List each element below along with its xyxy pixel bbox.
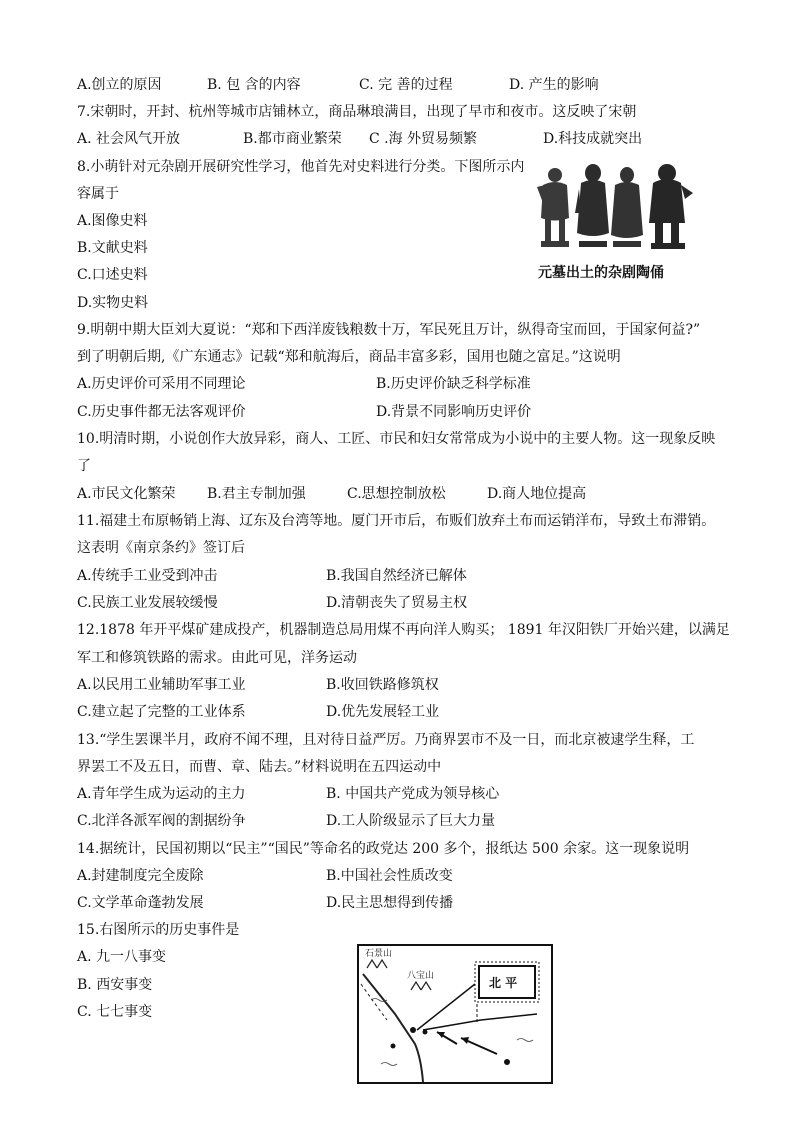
q13-stem-line2: 界罢工不及五日，而曹、章、陆去。”材料说明在五四运动中	[77, 759, 442, 775]
map-label-babaoshan: 八宝山	[407, 971, 435, 981]
q15-stem: 15.右图所示的历史事件是	[77, 922, 240, 938]
q9-option-a: A.历史评价可采用不同理论	[77, 376, 246, 392]
q14-option-d: D.民主思想得到传播	[326, 895, 454, 911]
q9-stem-line1: 9.明朝中期大臣刘大夏说：“郑和下西洋废钱粮数十万，军民死且万计，纵得奇宝而回，于国家何益?”	[77, 322, 701, 338]
q8-option-d: D.实物史料	[77, 295, 149, 311]
q10-option-c: C.思想控制放松	[347, 486, 446, 502]
q8-stem-line1: 8.小萌针对元杂剧开展研究性学习，他首先对史料进行分类。下图所示内	[77, 159, 525, 175]
q6-option-b: B. 包 含的内容	[207, 77, 301, 93]
map-label-shijingshan: 石景山	[365, 949, 393, 959]
q8-option-a: A.图像史料	[77, 213, 148, 229]
q11-option-b: B.我国自然经济已解体	[326, 568, 467, 584]
q7-option-a: A. 社会风气开放	[77, 131, 181, 147]
q12-option-c: C.建立起了完整的工业体系	[77, 704, 246, 720]
q11-stem-line2: 这表明《南京条约》签订后	[77, 540, 245, 556]
q9-stem-line2: 到了明朝后期,《广东通志》记载“郑和航海后，商品丰富多彩，国用也随之富足。”这说明	[77, 349, 621, 365]
q13-option-a: A.青年学生成为运动的主力	[77, 786, 246, 802]
q6-option-c: C. 完 善的过程	[359, 77, 453, 93]
q12-option-d: D.优先发展轻工业	[326, 704, 440, 720]
q7-option-b: B.都市商业繁荣	[243, 131, 342, 147]
q14-option-c: C.文学革命蓬勃发展	[77, 895, 204, 911]
q12-option-b: B.收回铁路修筑权	[326, 677, 439, 693]
q13-option-b: B. 中国共产党成为领导核心	[326, 786, 500, 802]
q11-option-a: A.传统手工业受到冲击	[77, 568, 218, 584]
q9-option-c: C.历史事件都无法客观评价	[77, 404, 246, 420]
q10-option-a: A.市民文化繁荣	[77, 486, 176, 502]
q15-option-a: A. 九一八事变	[77, 949, 167, 965]
q9-option-b: B.历史评价缺乏科学标准	[376, 376, 531, 392]
zaju-figurines-image	[535, 163, 695, 255]
q15-option-c: C. 七七事变	[77, 1004, 153, 1020]
q9-option-d: D.背景不同影响历史评价	[376, 404, 532, 420]
q8-stem-line2: 容属于	[77, 186, 119, 202]
q12-stem-line1: 12.1878 年开平煤矿建成投产，机器制造总局用煤不再向洋人购买； 1891 年汉阳铁厂开始兴建，以满足	[77, 622, 730, 638]
q11-option-c: C.民族工业发展较缓慢	[77, 595, 218, 611]
q11-option-d: D.清朝丧失了贸易主权	[326, 595, 468, 611]
q7-option-c: C .海 外贸易频繁	[369, 131, 478, 147]
map-label-beiping: 北 平	[489, 976, 518, 990]
q12-option-a: A.以民用工业辅助军事工业	[77, 677, 246, 693]
q14-stem: 14.据统计，民国初期以“民主”“国民”等命名的政党达 200 多个，报纸达 500 余家。这一现象说明	[77, 841, 690, 857]
lugou-bridge-map	[357, 944, 553, 1084]
q13-option-d: D.工人阶级显示了巨大力量	[326, 813, 496, 829]
q7-option-d: D.科技成就突出	[543, 131, 643, 147]
q10-option-b: B.君主专制加强	[207, 486, 306, 502]
q10-stem-line2: 了	[77, 458, 91, 474]
q13-stem-line1: 13.“学生罢课半月，政府不闻不理，且对待日益严厉。乃商界罢市不及一日，而北京被逮学生释，工	[77, 732, 695, 748]
q8-option-b: B.文献史料	[77, 240, 148, 256]
q6-option-a: A.创立的原因	[77, 77, 162, 93]
figure-caption: 元墓出土的杂剧陶俑	[538, 265, 664, 281]
q11-stem-line1: 11.福建土布原畅销上海、辽东及台湾等地。厦门开市后，布贩们放弃土布而运销洋布，导致土布滞销。	[77, 513, 716, 529]
q12-stem-line2: 军工和修筑铁路的需求。由此可见，洋务运动	[77, 650, 357, 666]
q6-option-d: D. 产生的影响	[509, 77, 599, 93]
q13-option-c: C.北洋各派军阀的割据纷争	[77, 813, 246, 829]
q10-option-d: D.商人地位提高	[487, 486, 587, 502]
q7-stem: 7.宋朝时，开封、杭州等城市店铺林立，商品琳琅满目，出现了早市和夜市。这反映了宋朝	[77, 104, 637, 120]
q14-option-a: A.封建制度完全废除	[77, 868, 204, 884]
q10-stem-line1: 10.明清时期，小说创作大放异彩，商人、工匠、市民和妇女常常成为小说中的主要人物。这一现象反映	[77, 431, 716, 447]
q15-option-b: B. 西安事变	[77, 977, 153, 993]
q14-option-b: B.中国社会性质改变	[326, 868, 453, 884]
q8-option-c: C.口述史料	[77, 267, 148, 283]
